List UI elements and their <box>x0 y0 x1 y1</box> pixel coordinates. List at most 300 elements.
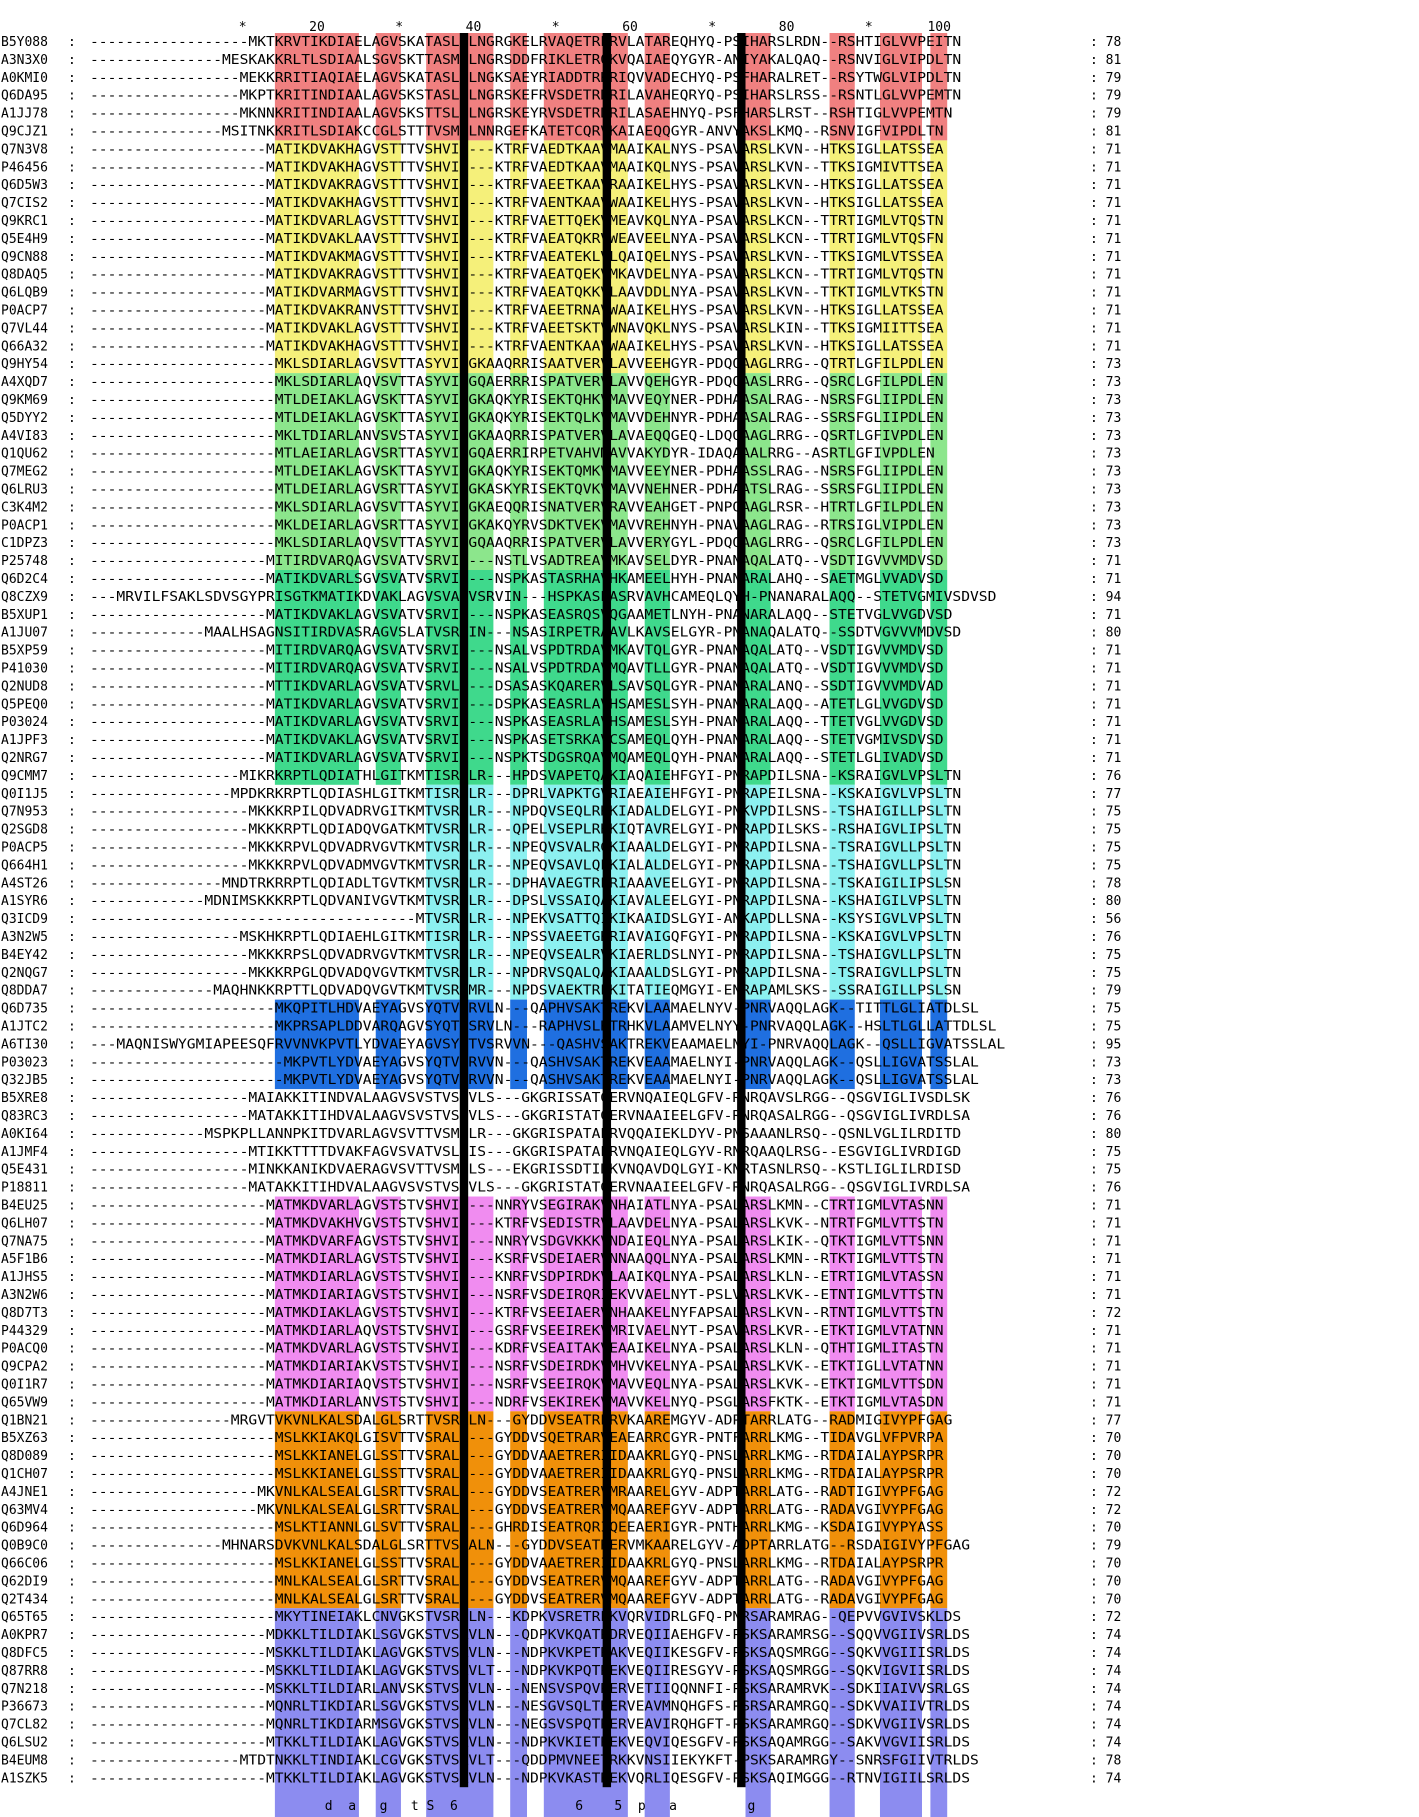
sequence-end-position: : 81 <box>1090 124 1122 140</box>
separator: : <box>68 178 76 194</box>
separator: : <box>68 536 76 552</box>
sequence-id: A4XQD7 <box>1 375 48 391</box>
alignment-row <box>1 357 1121 372</box>
sequence-id: B5Y088 <box>1 35 48 50</box>
sequence-id: Q7N953 <box>1 804 48 820</box>
sequence-residues: ------------------MKTKRVTIKDIAELAGVSKATASLVLNGRGKELRVAQETRERVLATAREQHYQ-PSIHARSLRDN--RSHTIGLVVPEITN <box>90 35 962 50</box>
sequence-end-position: : 71 <box>1090 285 1122 301</box>
sequence-residues: ------------------MTIKKTTTTDVAKFAGVSVATVSLAIS---GKGRISPATAERVNQAIEQLGYV-RNRQAAQLRSG--ESGVIGLIVRDIGD <box>90 1144 962 1160</box>
sequence-id: Q7NA75 <box>1 1234 48 1250</box>
separator: : <box>68 679 76 695</box>
separator: : <box>68 410 76 426</box>
sequence-residues: -----------------MSKHKRPTLQDIAEHLGITKMTISRYLR---NPSSVAEETGKRIAVAIGQFGYI-PNRAPDILSNA--KSKAIGVLVPSLTN <box>90 930 962 945</box>
alignment-row <box>1 1592 1121 1607</box>
sequence-end-position: : 95 <box>1090 1037 1122 1053</box>
sequence-residues: --------------------MATIKDVAKHAGVSTTTVSHVIN---KTRFVAEDTKAAVMAAIKALNYS-PSAVARSLKVN--HTKSIGLLATSSEA <box>90 142 944 158</box>
sequence-id: A0KI64 <box>1 1126 48 1142</box>
separator: : <box>68 1771 76 1787</box>
sequence-id: Q7VL44 <box>1 321 48 337</box>
sequence-residues: ---------------------MKLTDIARLANVSVSTASYVINGKAAQRRISPATVERVLAVAEQQGEQ-LDQQAAGLRRG--QSRTLGFIVPDLEN <box>90 428 944 444</box>
alignment-row <box>1 1682 1121 1697</box>
alignment-row <box>1 1485 1121 1500</box>
alignment-row <box>1 89 1121 104</box>
sequence-residues: ---------------------MKYTINEIAKLCNVGKSTVSRVLN---KDPKVSRETREKVQRVIDRLGFQ-PNRSARAMRAG--QEPVVGVIVSKLDS <box>90 1610 962 1626</box>
separator: : <box>68 231 76 247</box>
separator: : <box>68 1431 76 1447</box>
sequence-end-position: : 78 <box>1090 876 1122 892</box>
sequence-residues: ---------------------MTLDEIAKLAGVSKTTASYVINGKAQKYRISEKTQLKVMAVVDEHNYR-PDHAASALRAG--SSRSFGLIIPDLEN <box>90 410 944 426</box>
sequence-id: P0ACQ0 <box>1 1341 48 1357</box>
alignment-row <box>1 71 1121 86</box>
sequence-end-position: : 73 <box>1090 375 1122 391</box>
separator: : <box>68 303 76 319</box>
sequence-end-position: : 71 <box>1090 231 1122 247</box>
sequence-id: Q1BN21 <box>1 1413 48 1429</box>
sequence-id: A0KMI0 <box>1 70 48 86</box>
sequence-id: A1SYR6 <box>1 894 48 910</box>
sequence-end-position: : 73 <box>1090 536 1122 552</box>
alignment-row <box>1 286 1121 301</box>
sequence-end-position: : 75 <box>1090 858 1122 874</box>
sequence-residues: ---------------------MSLKKIANELGLSSTTVSRALN---GYDDVAAETRERIIDAAKRLGYQ-PNSLARRLKMG--RTDAIALAYPSRPR <box>90 1449 944 1465</box>
alignment-row <box>1 1020 1121 1035</box>
separator: : <box>68 1449 76 1465</box>
sequence-residues: --------------------MATMKDIARLAQVSTSTVSHVIN---GSRFVSEEIREKVMRIVAELNYT-PSAVARSLKVR--ETKTIGMLVTATNN <box>90 1323 944 1339</box>
sequence-end-position: : 71 <box>1090 1359 1122 1375</box>
alignment-row <box>1 608 1121 623</box>
sequence-residues: --------------------MITIRDVARQAGVSVATVSRVIN---NSTLVSADTREAVMKAVSELDYR-PNANAQALATQ--VSDTIGVVVMDVSD <box>90 554 944 570</box>
sequence-residues: --------------------MATMKDVAKHVGVSTSTVSHVIN---KTRFVSEDISTRVLAAVDELNYA-PSALARSLKVK--NTRTFGMLVTTSTN <box>90 1216 944 1232</box>
separator: : <box>68 1305 76 1321</box>
alignment-row <box>1 1449 1121 1464</box>
sequence-id: A1JU07 <box>1 625 48 641</box>
sequence-id: Q32JB5 <box>1 1073 48 1089</box>
sequence-end-position: : 79 <box>1090 70 1122 86</box>
separator: : <box>68 1270 76 1286</box>
sequence-end-position: : 75 <box>1090 1162 1122 1178</box>
sequence-residues: ----------------------MKPVTLYDVAEYAGVSYQTVSRVVN---QASHVSAKTREKVEAAMAELNYI-PNRVAQQLAGK--QSLLIGVATSSLAL <box>90 1055 979 1071</box>
sequence-residues: --------------------MATMKDIARIAQVSTSTVSHVIN---NSRFVSEEIRQKVMAVVEQLNYA-PSALARSLKVK--ETKTIGMLVTTSDN <box>90 1377 944 1393</box>
sequence-end-position: : 71 <box>1090 697 1122 713</box>
sequence-id: P0ACP7 <box>1 303 48 319</box>
sequence-residues: -------------MDNIMSKKKRPTLQDVANIVGVTKMTVSRYLR---DPSLVSSAIQAKIAVALEELGYI-PNRAPDILSNA--KSHAIGILVPSLTN <box>90 894 962 910</box>
sequence-end-position: : 75 <box>1090 1001 1122 1017</box>
separator: : <box>68 124 76 140</box>
sequence-end-position: : 75 <box>1090 840 1122 856</box>
sequence-residues: ---MAQNISWYGMIAPEESQFRVVNVKPVTLYDVAEYAGVSYQTVSRVVN---QASHVSAKTREKVEAAMAELNYI-PNRVAQQLAGK--QSLLIGVATSSLAL <box>90 1037 1006 1053</box>
sequence-residues: --------------------MSKKLTILDIAKLAGVGKSTVSRVLT---NDPKVKPQTREKVEQIIRESGYV-PSKSAQSMRGG--SQKVIGVIISRLDS <box>90 1663 970 1679</box>
sequence-residues: -----------------MKPTKRITINDIAALAGVSKSTASLVLNGRSKEFRVSDETRDRILAVAHEQRYQ-PSIHARSLRSS--RSNTLGLVVPEMTN <box>90 88 962 104</box>
sequence-residues: --------------------MDKKLTILDIAKLSGVGKSTVSRVLN---QDPKVKQATRDRVEQIIAEHGFV-PSKSARAMRSG--SQQVVGIIVSRLDS <box>90 1628 970 1644</box>
sequence-end-position: : 71 <box>1090 679 1122 695</box>
sequence-end-position: : 73 <box>1090 357 1122 373</box>
sequence-residues: -------------------------------------MTVSRYLR---NPEKVSATTQIKIKAAIDSLGYI-ANKAPDLLSNA--KSYSIGVLVPSLTN <box>90 912 962 928</box>
separator: : <box>68 214 76 229</box>
sequence-id: C3K4M2 <box>1 500 48 516</box>
sequence-end-position: : 70 <box>1090 1556 1122 1572</box>
separator: : <box>68 464 76 480</box>
alignment-row <box>1 1127 1121 1142</box>
separator: : <box>68 876 76 892</box>
alignment-row <box>1 1360 1121 1375</box>
sequence-end-position: : 71 <box>1090 607 1122 623</box>
sequence-id: Q6LQB9 <box>1 285 48 301</box>
separator: : <box>68 1323 76 1339</box>
sequence-end-position: : 72 <box>1090 1610 1122 1626</box>
sequence-id: Q8DFC5 <box>1 1646 48 1661</box>
sequence-residues: --------------------MATIKDVAKLAAVSTTTVSHVIN---KTRFVAEATQKRVWEAVEELNYA-PSAVARSLKCN--TTRTIGMLVTQSFN <box>90 231 944 247</box>
sequence-residues: --------------------MATIKDVARLAGVSTTTVSHVIN---KTRFVAETTQEKVMEAVKQLNYA-PSAVARSLKCN--TTRTIGMLVTQSTN <box>90 214 944 229</box>
separator: : <box>68 858 76 874</box>
alignment-row <box>1 1163 1121 1178</box>
sequence-residues: ------------------MAIAKKITINDVALAAGVSVSTVSLVLS---GKGRISSATGERVNQAIEQLGFV-RNRQAVSLRGG--QSGVIGLIVSDLSK <box>90 1091 971 1107</box>
sequence-end-position: : 71 <box>1090 267 1122 283</box>
sequence-id: Q8DAQ5 <box>1 267 48 283</box>
sequence-id: Q9CN88 <box>1 249 48 265</box>
alignment-row <box>1 572 1121 587</box>
sequence-id: Q0I1R7 <box>1 1377 48 1393</box>
sequence-residues: ------------------MKKKRPILQDVADRVGITKMTVSRYLR---NPDQVSEQLRKKIADALDELGYI-PNKVPDILSNS--TSHAIGILLPSLTN <box>90 804 962 820</box>
sequence-id: Q5PEQ0 <box>1 697 48 713</box>
sequence-residues: ---------------------MSLKKIANELGLSSTTVSRALN---GYDDVAAETRERIIDAAKRLGYQ-PNSLARRLKMG--RTDAIALAYPSRPR <box>90 1556 944 1572</box>
sequence-id: B4EY42 <box>1 947 48 963</box>
separator: : <box>68 1288 76 1303</box>
sequence-residues: --------------------MATIKDVARLAGVSVATVSRVIN---NSPKTSDGSRQAVMQAMEQLQYH-PNANARALAQQ--STETLGLIVADVSD <box>90 751 944 766</box>
sequence-id: A1JTC2 <box>1 1019 48 1035</box>
alignment-row <box>1 35 1121 50</box>
alignment-row <box>1 751 1121 766</box>
separator: : <box>68 1610 76 1626</box>
sequence-end-position: : 72 <box>1090 1502 1122 1518</box>
separator: : <box>68 751 76 766</box>
sequence-end-position: : 75 <box>1090 1144 1122 1160</box>
sequence-end-position: : 73 <box>1090 446 1122 462</box>
alignment-row <box>1 178 1121 193</box>
separator: : <box>68 1019 76 1035</box>
sequence-id: Q2NRG7 <box>1 751 48 766</box>
separator: : <box>68 1073 76 1089</box>
sequence-residues: ---------------------MKLDEIARLAGVSRTTASYVINGKAKQYRVSDKTVEKVMAVVREHNYH-PNAVAAGLRAG--RTRSIGLVIPDLEN <box>90 518 944 534</box>
sequence-end-position: : 80 <box>1090 625 1122 641</box>
consensus-line: d a g t S 6 6 5 p a g <box>90 1799 756 1814</box>
sequence-id: Q0B9C0 <box>1 1538 48 1554</box>
sequence-residues: --------------------MSKKLTILDIARLANVSKSTVSRVLN---NENSVSPQVRERVETIIQQNNFI-PSKSARAMRVK--SDKIIAIVVSRLGS <box>90 1681 970 1697</box>
sequence-end-position: : 78 <box>1090 1753 1122 1769</box>
sequence-id: Q65VW9 <box>1 1395 48 1411</box>
separator: : <box>68 1377 76 1393</box>
separator: : <box>68 1055 76 1071</box>
sequence-id: A0KPR7 <box>1 1628 48 1644</box>
sequence-residues: --------------------MATMKDIARLANVSTSTVSHVIN---NDRFVSEKIREKVMAVVKELNYQ-PSGLARSFKTK--ETKTIGMLVTASDN <box>90 1395 944 1411</box>
alignment-row <box>1 1539 1121 1554</box>
sequence-end-position: : 56 <box>1090 912 1122 928</box>
sequence-residues: ---------------------MKQPITLHDVAEYAGVSYQTVSRVLN---QAPHVSAKTREKVLAAMAELNYV-PNRVAQQLAGK--TITTLGLIATDLSL <box>90 1001 979 1017</box>
alignment-row <box>1 590 1121 605</box>
sequence-id: Q664H1 <box>1 858 48 874</box>
alignment-row <box>1 715 1121 730</box>
sequence-end-position: : 73 <box>1090 1073 1122 1089</box>
sequence-residues: -------------MSPKPLLANNPKITDVARLAGVSVTTVSMVLR---GKGRISPATAERVQQAIEKLDYV-PNSAAANLRSQ--QSNLVGLILRDITD <box>90 1126 962 1142</box>
sequence-residues: ---------------------MKPRSAPLDDVARQAGVSYQTVSRVLN---RAPHVSLKTRHKVLAAMVELNYY-PNRVAQQLAGK--HSLTLGLLATTDLSL <box>90 1019 997 1035</box>
sequence-id: B4EUM8 <box>1 1753 48 1769</box>
sequence-end-position: : 72 <box>1090 1484 1122 1500</box>
sequence-residues: ------------------MKKKRPTLQDIADQVGATKMTVSRCLR---QPELVSEPLRHKIQTAVRELGYI-PNRAPDILSKS--RSHAIGVLIPSLTN <box>90 822 962 838</box>
sequence-id: Q6LSU2 <box>1 1735 48 1751</box>
sequence-id: Q83RC3 <box>1 1109 48 1124</box>
alignment-row <box>1 125 1121 140</box>
sequence-end-position: : 74 <box>1090 1646 1122 1661</box>
alignment-row <box>1 662 1121 677</box>
alignment-row <box>1 1521 1121 1536</box>
sequence-id: Q7MEG2 <box>1 464 48 480</box>
sequence-residues: --------------------MATMKDIARIAGVSTSTVSHVIN---NSRFVSDEIRQRIEKVVAELNYT-PSLVARSLKVK--ETNTIGMLVTTSTN <box>90 1288 944 1303</box>
sequence-end-position: : 73 <box>1090 500 1122 516</box>
separator: : <box>68 1556 76 1572</box>
sequence-id: Q6LH07 <box>1 1216 48 1232</box>
alignment-row <box>1 1199 1121 1214</box>
alignment-row <box>1 1503 1121 1518</box>
sequence-residues: -----------------MEKKRRITIAQIAELAGVSKATASLVLNGKSAEYRIADDTRKRIQVVADECHYQ-PSFHARALRET--RSYTWGLVIPDLTN <box>90 70 962 86</box>
sequence-id: Q5DYY2 <box>1 410 48 426</box>
alignment-row <box>1 1664 1121 1679</box>
alignment-row <box>1 1306 1121 1321</box>
sequence-id: Q6D5W3 <box>1 178 48 194</box>
alignment-row <box>1 1395 1121 1410</box>
sequence-id: A3N2W6 <box>1 1288 48 1303</box>
sequence-residues: ---------------------MTLDEIAKLAGVSKTTASYVINGKAQKYRISEKTQHKVMAVVEQYNER-PDHAASALRAG--NSRSFGLIIPDLEN <box>90 393 944 408</box>
sequence-id: A4ST26 <box>1 876 48 892</box>
sequence-end-position: : 71 <box>1090 1341 1122 1357</box>
sequence-id: A6TI30 <box>1 1037 48 1053</box>
separator: : <box>68 1753 76 1769</box>
sequence-end-position: : 71 <box>1090 1395 1122 1411</box>
separator: : <box>68 1341 76 1357</box>
sequence-residues: --------------------MATMKDVARLAGVSTSTVSHVIN---KDRFVSEAITAKVEAAIKELNYA-PSALARSLKLN--QTHTIGMLITASTN <box>90 1341 944 1357</box>
alignment-row <box>1 1753 1121 1768</box>
sequence-end-position: : 73 <box>1090 1055 1122 1071</box>
sequence-end-position: : 74 <box>1090 1699 1122 1715</box>
sequence-residues: --------------------MQNRLTIKDIARMSGVGKSTVSRVLN---NEGSVSPQTRERVEAVIRQHGFT-PSKSARAMRGQ--SDKVVGIIVSRLDS <box>90 1717 970 1733</box>
sequence-id: P25748 <box>1 554 48 570</box>
separator: : <box>68 428 76 444</box>
separator: : <box>68 786 76 802</box>
sequence-residues: ------------------MKKKRPGLQDVADQVGVTKMTVSRYLR---NPDRVSQALQAKIAAALDSLGYI-PNRAPDILSNA--TSRAIGVLLPSLTN <box>90 965 962 981</box>
sequence-end-position: : 75 <box>1090 965 1122 981</box>
sequence-end-position: : 75 <box>1090 1019 1122 1035</box>
alignment-row <box>1 53 1121 68</box>
sequence-residues: ---------------MSITNKKRITLSDIAKCCGLSTTTVSMILNNRGEFKATETCQRVKAIAEQQGYR-ANVYAKSLKMQ--RSNVIGFVIPDLTN <box>90 124 944 140</box>
sequence-end-position: : 79 <box>1090 983 1122 999</box>
sequence-residues: --------------------MQNRLTIKDIARLSGVGKSTVSRVLN---NESGVSQLTRERVEAVMNQHGFS-PSRSARAMRGQ--SDKVVAIIVTRLDS <box>90 1699 970 1715</box>
alignment-row <box>1 1216 1121 1231</box>
sequence-id: Q5E431 <box>1 1162 48 1178</box>
alignment-row <box>1 1736 1121 1751</box>
sequence-residues: --------------------MATMKDVARLAGVSTSTVSHVIN---NNRYVSEGIRAKVNHAIATLNYA-PSALARSLKMN--CTRTIGMLVTASNN <box>90 1198 944 1214</box>
sequence-id: Q6DA95 <box>1 88 48 104</box>
separator: : <box>68 1484 76 1500</box>
sequence-end-position: : 70 <box>1090 1449 1122 1465</box>
sequence-end-position: : 70 <box>1090 1520 1122 1536</box>
sequence-end-position: : 71 <box>1090 715 1122 731</box>
sequence-end-position: : 74 <box>1090 1681 1122 1697</box>
sequence-end-position: : 71 <box>1090 1377 1122 1393</box>
sequence-residues: --------------------MATIKDVAKHAGVSTTTVSHVIN---KTRFVAEDTKAAVMAAIKQLNYS-PSAVARSLKVN--TTKSIGMIVTTSEA <box>90 160 944 176</box>
separator: : <box>68 1681 76 1697</box>
sequence-residues: -----------------MKNNKRITINDIAALAGVSKSTTSLVLNGRSKEYRVSDETRDRILASAEHNYQ-PSFHARSLRST--RSHTIGLVVPEMTN <box>90 106 953 122</box>
sequence-id: Q65T65 <box>1 1610 48 1626</box>
sequence-end-position: : 71 <box>1090 1288 1122 1303</box>
separator: : <box>68 1144 76 1160</box>
separator: : <box>68 804 76 820</box>
alignment-row <box>1 1557 1121 1572</box>
sequence-end-position: : 75 <box>1090 804 1122 820</box>
sequence-end-position: : 71 <box>1090 160 1122 176</box>
sequence-residues: ---------------------MKLSDIARLAQVSVTTASYVINGQAAQRRISPATVERVLAVVERYGYL-PDQQAAGLRRG--QSRCLGFILPDLEN <box>90 536 944 552</box>
sequence-end-position: : 71 <box>1090 178 1122 194</box>
sequence-id: P03024 <box>1 715 48 731</box>
separator: : <box>68 249 76 265</box>
sequence-end-position: : 71 <box>1090 1234 1122 1250</box>
sequence-residues: --------------------MATIKDVAKLAGVSVATVSRVIN---NSPKASEASRQSVQGAAMETLNYH-PNANARALAQQ--STETVGLVVGDVSD <box>90 607 953 623</box>
sequence-id: Q8D7T3 <box>1 1305 48 1321</box>
sequence-residues: --------------------MTTIKDVARLAGVSVATVSRVLS---DSASASKQARERVLSAVSQLGYR-PNANARALANQ--SSDTIGVVVMDVAD <box>90 679 944 695</box>
sequence-id: B4EU25 <box>1 1198 48 1214</box>
sequence-id: P41030 <box>1 661 48 677</box>
sequence-end-position: : 94 <box>1090 589 1122 605</box>
sequence-end-position: : 73 <box>1090 410 1122 426</box>
separator: : <box>68 70 76 86</box>
sequence-id: A1JHS5 <box>1 1270 48 1286</box>
sequence-residues: ---------------MHNARSDVKVNLKALSDALGLSRTTVSRALN---GYDDVSEATRERVMKAARELGYV-ADPTARRLATG--RSDAIGIVYPFGAG <box>90 1538 971 1554</box>
separator: : <box>68 482 76 498</box>
sequence-residues: --------------------MATIKDVAKLAGVSTTTVSHVIN---KTRFVAEETSKTVWNAVQKLNYS-PSAVARSLKIN--TTKSIGMIITTSEA <box>90 321 944 337</box>
sequence-residues: ---------------------MSLKKIAKQLGISVTTVSRALN---GYDDVSQETRARVEAEARRCGYR-PNTFARRLKMG--TIDAVGLVFPVRPA <box>90 1431 944 1447</box>
sequence-end-position: : 73 <box>1090 393 1122 408</box>
sequence-id: Q8D089 <box>1 1449 48 1465</box>
sequence-residues: ---MRVILFSAKLSDVSGYPRISGTKMATIKDVAKLAGVSVATVSRVIN---HSPKASEASRVAVHCAMEQLQYH-PNANARALAQQ--STETVGMIVSDVSD <box>90 589 997 605</box>
separator: : <box>68 912 76 928</box>
sequence-id: Q7N3V8 <box>1 142 48 158</box>
alignment-row <box>1 554 1121 569</box>
separator: : <box>68 267 76 283</box>
alignment-row <box>1 1574 1121 1589</box>
separator: : <box>68 1091 76 1107</box>
sequence-id: P44329 <box>1 1323 48 1339</box>
alignment-row <box>1 1181 1121 1196</box>
separator: : <box>68 930 76 945</box>
sequence-residues: ------------------MATAKKITIHDVALAAGVSVSTVSLVLS---GKGRISTATGERVNAAIEELGFV-RNRQASALRGG--QSGVIGLIVRDLSA <box>90 1180 971 1196</box>
sequence-id: P46456 <box>1 160 48 176</box>
sequence-residues: --------------------MATIKDVAKLAGVSVATVSRVIN---NSPKASETSRKAVCSAMEQLQYH-PNANARALAQQ--STETVGMIVSDVSD <box>90 733 944 749</box>
sequence-residues: --------------------MTKKLTILDIAKLAGVGKSTVSRVLN---NDPKVKASTREKVQRLIQESGFV-PSKSAQIMGGG--RTNVIGIILSRLDS <box>90 1771 970 1787</box>
alignment-row <box>1 1467 1121 1482</box>
separator: : <box>68 1646 76 1661</box>
sequence-residues: ---------------------MSLKKIANELGLSSTTVSRALN---GYDDVAAETRERIIDAAKRLGYQ-PNSLARRLKMG--RTDAIALAYPSRPR <box>90 1467 944 1482</box>
alignment-row <box>1 1055 1121 1070</box>
sequence-residues: ----------------MPDKRKRPTLQDIASHLGITKMTISRYLR---DPRLVAPKTGVRIAEAIEHFGYI-PNRAPEILSNA--KSKAIGVLVPSLTN <box>90 786 962 802</box>
sequence-end-position: : 76 <box>1090 930 1122 945</box>
sequence-residues: -----------------MTDTNKKLTINDIAKLCGVGKSTVSRVLT---QDDPMVNEETRKKVNSIIEKYKFT-PSKSARAMRGY--SNRSFGIIVTRLDS <box>90 1753 979 1769</box>
sequence-end-position: : 72 <box>1090 1305 1122 1321</box>
sequence-id: B5XUP1 <box>1 607 48 623</box>
sequence-end-position: : 77 <box>1090 1413 1122 1429</box>
sequence-residues: --------------------MATIKDVAKRANVSTTTVSHVIN---KTRFVAEETRNAVWAAIKELHYS-PSAVARSLKVN--HTKSIGLLATSSEA <box>90 303 944 319</box>
separator: : <box>68 643 76 659</box>
separator: : <box>68 1198 76 1214</box>
alignment-row <box>1 912 1121 927</box>
separator: : <box>68 321 76 337</box>
separator: : <box>68 357 76 373</box>
alignment-row <box>1 375 1121 390</box>
sequence-id: P18811 <box>1 1180 48 1196</box>
alignment-row <box>1 769 1121 784</box>
separator: : <box>68 733 76 749</box>
sequence-end-position: : 71 <box>1090 142 1122 158</box>
alignment-row <box>1 107 1121 122</box>
alignment-row <box>1 823 1121 838</box>
separator: : <box>68 965 76 981</box>
sequence-id: Q2NUD8 <box>1 679 48 695</box>
alignment-row <box>1 1628 1121 1643</box>
sequence-residues: ----------------------MKPVTLYDVAEYAGVSYQTVSRVVN---QASHVSAKTREKVEAAMAELNYI-PNRVAQQLAGK--QSLLIGVATSSLAL <box>90 1073 979 1089</box>
separator: : <box>68 1574 76 1590</box>
sequence-end-position: : 71 <box>1090 303 1122 319</box>
separator: : <box>68 285 76 301</box>
sequence-residues: --------------------MATIKDVAKMAGVSTTTVSHVIN---KTRFVAEATEKLVLQAIQELNYS-PSAVARSLKVN--TTKSIGMLVTSSEA <box>90 249 944 265</box>
sequence-end-position: : 80 <box>1090 1126 1122 1142</box>
alignment-row <box>1 1771 1121 1786</box>
alignment-row <box>1 948 1121 963</box>
sequence-end-position: : 70 <box>1090 1467 1122 1482</box>
separator: : <box>68 1001 76 1017</box>
sequence-residues: --------------------MATIKDVAKHAGVSTTTVSHVIN---KTRFVAENTKAAVWAAIKELHYS-PSAVARSLKVN--HTKSIGLLATSSEA <box>90 196 944 212</box>
sequence-residues: --------------MAQHNKKRPTTLQDVADQVGVTKMTVSRYMR---NPDSVAEKTREKITATIEQMGYI-ENRAPAMLSKS--SSRAIGILLPSLSN <box>90 983 962 999</box>
separator: : <box>68 589 76 605</box>
separator: : <box>68 375 76 391</box>
separator: : <box>68 894 76 910</box>
separator: : <box>68 572 76 587</box>
alignment-row <box>1 930 1121 945</box>
sequence-residues: -----------------MIKRKRPTLQDIATHLGITKMTISRYLR---HPDSVAPETQAKIAQAIEHFGYI-PNRAPDILSNA--KSRAIGVLVPSLTN <box>90 768 962 784</box>
sequence-id: Q87RR8 <box>1 1663 48 1679</box>
alignment-row <box>1 1252 1121 1267</box>
sequence-end-position: : 71 <box>1090 1252 1122 1268</box>
alignment-row <box>1 1700 1121 1715</box>
separator: : <box>68 88 76 104</box>
sequence-residues: ------------------MATAKKITIHDVALAAGVSVSTVSLVLS---GKGRISTATGERVNAAIEELGFV-RNRQASALRGG--QSGVIGLIVRDLSA <box>90 1109 971 1124</box>
sequence-end-position: : 74 <box>1090 1735 1122 1751</box>
sequence-id: B5XZ63 <box>1 1431 48 1447</box>
sequence-residues: ------------------MKKKRPVLQDVADMVGVTKMTVSRYLR---NPEQVSAVLQEKIALALDELGYI-PNRAPDILSNA--TSHAIGVLLPSLTN <box>90 858 962 874</box>
sequence-id: Q6D735 <box>1 1001 48 1017</box>
alignment-row <box>1 483 1121 498</box>
sequence-id: Q9CMM7 <box>1 768 48 784</box>
sequence-id: Q62DI9 <box>1 1574 48 1590</box>
sequence-end-position: : 71 <box>1090 1216 1122 1232</box>
sequence-id: A3N2W5 <box>1 930 48 945</box>
alignment-row <box>1 858 1121 873</box>
sequence-end-position: : 71 <box>1090 1198 1122 1214</box>
sequence-residues: --------------------MATMKDIARIAKVSTSTVSHVIN---NSRFVSDEIRDKVMHVVKELNYA-PSALARSLKVK--ETKTIGLLVTATNN <box>90 1359 944 1375</box>
separator: : <box>68 768 76 784</box>
sequence-end-position: : 75 <box>1090 822 1122 838</box>
sequence-end-position: : 71 <box>1090 572 1122 587</box>
alignment-row <box>1 787 1121 802</box>
alignment-row <box>1 1145 1121 1160</box>
sequence-id: Q3ICD9 <box>1 912 48 928</box>
sequence-id: Q2NQG7 <box>1 965 48 981</box>
alignment-row <box>1 697 1121 712</box>
